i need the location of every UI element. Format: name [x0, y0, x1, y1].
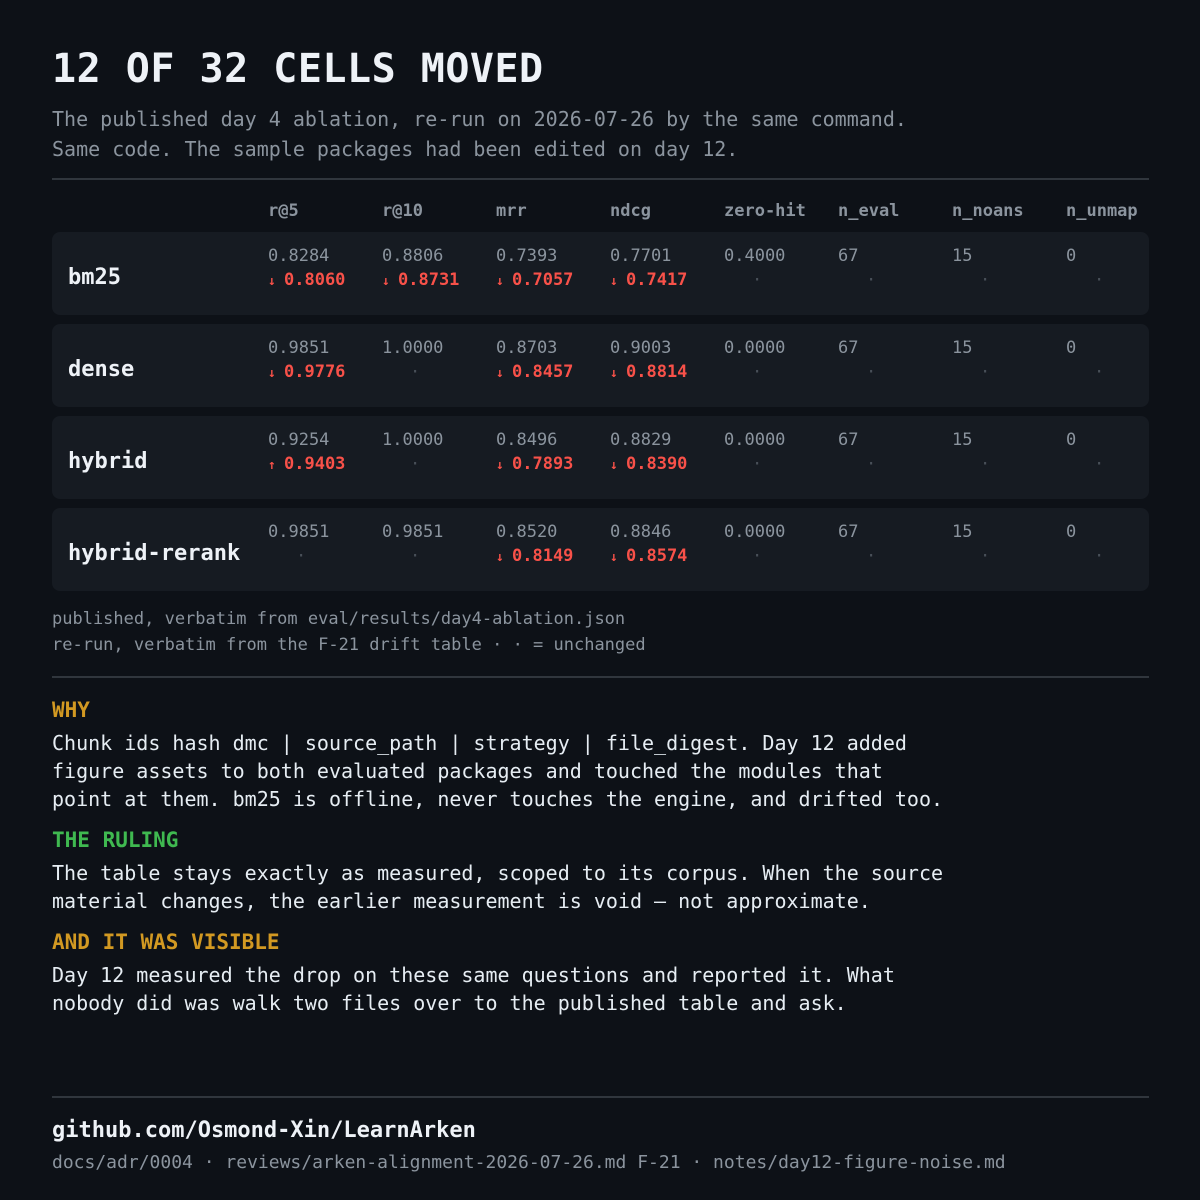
- rerun-value: [382, 544, 492, 568]
- table-cell: [952, 520, 1062, 568]
- published-value: 0.9254: [268, 430, 330, 450]
- arrow-down-icon: ↓: [496, 274, 504, 289]
- column-header: r@5: [268, 201, 299, 221]
- rerun-number: ·: [296, 546, 307, 566]
- rerun-number: 0.8814: [626, 362, 688, 382]
- body-line: point at them. bm25 is offline, never touches the engine, and drifted too.: [52, 787, 944, 811]
- published-value: 0.9851: [382, 522, 444, 542]
- arrow-down-icon: ↓: [268, 366, 276, 381]
- published-value: 0: [1066, 246, 1077, 266]
- rerun-value: [1066, 452, 1176, 476]
- table-row: [52, 416, 1149, 499]
- table-cell: [268, 428, 378, 476]
- rerun-value: [1066, 360, 1176, 384]
- rerun-number: 0.8149: [512, 546, 574, 566]
- rerun-number: ·: [752, 454, 763, 474]
- table-cell: [382, 428, 492, 476]
- table-row: [52, 232, 1149, 315]
- table-cell: [610, 336, 720, 384]
- rerun-value: [268, 360, 378, 384]
- rerun-number: 0.7893: [512, 454, 574, 474]
- rerun-value: [724, 268, 834, 292]
- rerun-number: ·: [980, 270, 991, 290]
- published-value: 1.0000: [382, 338, 444, 358]
- table-row: [52, 508, 1149, 591]
- table-cell: [724, 520, 834, 568]
- table-cell: [838, 520, 948, 568]
- rerun-value: [952, 452, 1062, 476]
- rerun-number: ·: [980, 362, 991, 382]
- published-value: 67: [838, 338, 859, 358]
- section-heading-ruling: THE RULING: [52, 828, 179, 852]
- published-value: 0.8806: [382, 246, 444, 266]
- body-line: figure assets to both evaluated packages and touched the modules that: [52, 759, 883, 783]
- table-cell: [382, 336, 492, 384]
- rerun-value: [838, 452, 948, 476]
- rerun-number: ·: [1094, 362, 1105, 382]
- table-cell: [610, 520, 720, 568]
- legend-line: published, verbatim from eval/results/day4-ablation.json: [52, 609, 626, 629]
- table-legend: [52, 606, 646, 658]
- rerun-number: 0.9403: [284, 454, 346, 474]
- rerun-number: ·: [752, 362, 763, 382]
- table-cell: [382, 244, 492, 292]
- published-value: 67: [838, 246, 859, 266]
- column-header: n_eval: [838, 201, 900, 221]
- table-cell: [952, 244, 1062, 292]
- arrow-down-icon: ↓: [382, 274, 390, 289]
- published-value: 67: [838, 522, 859, 542]
- arrow-down-icon: ↓: [610, 550, 618, 565]
- rerun-value: [268, 268, 378, 292]
- published-value: 0.0000: [724, 338, 786, 358]
- table-cell: [610, 428, 720, 476]
- subtitle-line: Same code. The sample packages had been edited on day 12.: [52, 137, 739, 161]
- column-header: n_unmap: [1066, 201, 1138, 221]
- published-value: 0.0000: [724, 430, 786, 450]
- table-cell: [496, 428, 606, 476]
- rerun-number: ·: [1094, 270, 1105, 290]
- body-line: Day 12 measured the drop on these same questions and reported it. What: [52, 963, 895, 987]
- rerun-number: ·: [980, 454, 991, 474]
- published-value: 0.8829: [610, 430, 672, 450]
- column-header: r@10: [382, 201, 423, 221]
- arrow-down-icon: ↓: [610, 366, 618, 381]
- table-cell: [724, 336, 834, 384]
- published-value: 0: [1066, 338, 1077, 358]
- rerun-value: [382, 268, 492, 292]
- published-value: 67: [838, 430, 859, 450]
- table-cell: [724, 428, 834, 476]
- rerun-value: [610, 544, 720, 568]
- section-heading-why: WHY: [52, 698, 90, 722]
- published-value: 0.8496: [496, 430, 558, 450]
- published-value: 0.9851: [268, 522, 330, 542]
- arrow-down-icon: ↓: [496, 366, 504, 381]
- column-header: mrr: [496, 201, 527, 221]
- rerun-number: ·: [752, 270, 763, 290]
- table-cell: [1066, 336, 1176, 384]
- rerun-number: ·: [410, 546, 421, 566]
- published-value: 0: [1066, 430, 1077, 450]
- rerun-number: ·: [866, 270, 877, 290]
- arrow-down-icon: ↓: [610, 458, 618, 473]
- section-heading-visible: AND IT WAS VISIBLE: [52, 930, 280, 954]
- rerun-number: ·: [752, 546, 763, 566]
- published-value: 0.8703: [496, 338, 558, 358]
- footer-references: docs/adr/0004 · reviews/arken-alignment-2026-07-26.md F-21 · notes/day12-figure-noise.md: [52, 1152, 1006, 1173]
- rerun-value: [610, 268, 720, 292]
- row-label: dense: [68, 357, 135, 382]
- rerun-number: 0.7057: [512, 270, 574, 290]
- table-cell: [1066, 428, 1176, 476]
- table-cell: [610, 244, 720, 292]
- published-value: 0.7701: [610, 246, 672, 266]
- row-label: hybrid: [68, 449, 148, 474]
- table-cell: [952, 336, 1062, 384]
- rerun-value: [382, 360, 492, 384]
- body-line: The table stays exactly as measured, scoped to its corpus. When the source: [52, 861, 944, 885]
- rerun-value: [952, 360, 1062, 384]
- rerun-value: [496, 268, 606, 292]
- table-cell: [838, 428, 948, 476]
- table-cell: [496, 336, 606, 384]
- divider: [52, 676, 1149, 678]
- rerun-number: ·: [866, 546, 877, 566]
- rerun-number: ·: [866, 454, 877, 474]
- table-cell: [724, 244, 834, 292]
- rerun-value: [838, 268, 948, 292]
- column-header: zero-hit: [724, 201, 806, 221]
- rerun-value: [496, 452, 606, 476]
- rerun-number: 0.8457: [512, 362, 574, 382]
- rerun-number: 0.8574: [626, 546, 688, 566]
- rerun-number: 0.8060: [284, 270, 346, 290]
- rerun-number: ·: [410, 454, 421, 474]
- table-cell: [952, 428, 1062, 476]
- rerun-number: 0.9776: [284, 362, 346, 382]
- rerun-value: [1066, 544, 1176, 568]
- table-cell: [268, 336, 378, 384]
- rerun-number: ·: [1094, 454, 1105, 474]
- divider: [52, 178, 1149, 180]
- body-line: Chunk ids hash dmc | source_path | strategy | file_digest. Day 12 added: [52, 731, 907, 755]
- page-title: 12 OF 32 CELLS MOVED: [52, 46, 544, 92]
- table-row: [52, 324, 1149, 407]
- published-value: 1.0000: [382, 430, 444, 450]
- table-cell: [496, 520, 606, 568]
- arrow-down-icon: ↓: [268, 274, 276, 289]
- published-value: 15: [952, 522, 973, 542]
- rerun-value: [838, 544, 948, 568]
- rerun-value: [724, 360, 834, 384]
- section-body-why: [52, 729, 943, 813]
- table-cell: [838, 336, 948, 384]
- legend-line: re-run, verbatim from the F-21 drift table · · = unchanged: [52, 635, 646, 655]
- rerun-value: [496, 360, 606, 384]
- subtitle-line: The published day 4 ablation, re-run on 2026-07-26 by the same command.: [52, 107, 907, 131]
- table-cell: [268, 244, 378, 292]
- rerun-value: [610, 452, 720, 476]
- arrow-down-icon: ↓: [610, 274, 618, 289]
- rerun-value: [610, 360, 720, 384]
- rerun-value: [268, 544, 378, 568]
- published-value: 0.9851: [268, 338, 330, 358]
- repo-link[interactable]: github.com/Osmond-Xin/LearnArken: [52, 1118, 476, 1143]
- section-body-ruling: [52, 859, 943, 915]
- section-body-visible: [52, 961, 895, 1017]
- column-header: n_noans: [952, 201, 1024, 221]
- row-label: bm25: [68, 265, 121, 290]
- rerun-number: ·: [1094, 546, 1105, 566]
- arrow-down-icon: ↓: [496, 458, 504, 473]
- table-cell: [496, 244, 606, 292]
- rerun-value: [952, 268, 1062, 292]
- column-header: ndcg: [610, 201, 651, 221]
- published-value: 15: [952, 430, 973, 450]
- published-value: 0.8520: [496, 522, 558, 542]
- published-value: 0.8846: [610, 522, 672, 542]
- table-cell: [1066, 244, 1176, 292]
- table-cell: [838, 244, 948, 292]
- rerun-number: ·: [410, 362, 421, 382]
- rerun-value: [724, 452, 834, 476]
- rerun-number: ·: [866, 362, 877, 382]
- rerun-number: ·: [980, 546, 991, 566]
- published-value: 15: [952, 338, 973, 358]
- rerun-number: 0.8731: [398, 270, 460, 290]
- published-value: 0.8284: [268, 246, 330, 266]
- rerun-value: [952, 544, 1062, 568]
- published-value: 15: [952, 246, 973, 266]
- rerun-value: [382, 452, 492, 476]
- row-label: hybrid-rerank: [68, 541, 241, 566]
- body-line: nobody did was walk two files over to the published table and ask.: [52, 991, 847, 1015]
- arrow-down-icon: ↓: [496, 550, 504, 565]
- rerun-number: 0.7417: [626, 270, 688, 290]
- published-value: 0.7393: [496, 246, 558, 266]
- table-cell: [382, 520, 492, 568]
- rerun-value: [724, 544, 834, 568]
- rerun-value: [496, 544, 606, 568]
- rerun-value: [1066, 268, 1176, 292]
- rerun-number: 0.8390: [626, 454, 688, 474]
- arrow-up-icon: ↑: [268, 458, 276, 473]
- table-cell: [1066, 520, 1176, 568]
- page-subtitle: [52, 104, 907, 164]
- published-value: 0: [1066, 522, 1077, 542]
- rerun-value: [838, 360, 948, 384]
- published-value: 0.9003: [610, 338, 672, 358]
- divider: [52, 1096, 1149, 1098]
- published-value: 0.0000: [724, 522, 786, 542]
- rerun-value: [268, 452, 378, 476]
- table-cell: [268, 520, 378, 568]
- body-line: material changes, the earlier measurement is void — not approximate.: [52, 889, 871, 913]
- published-value: 0.4000: [724, 246, 786, 266]
